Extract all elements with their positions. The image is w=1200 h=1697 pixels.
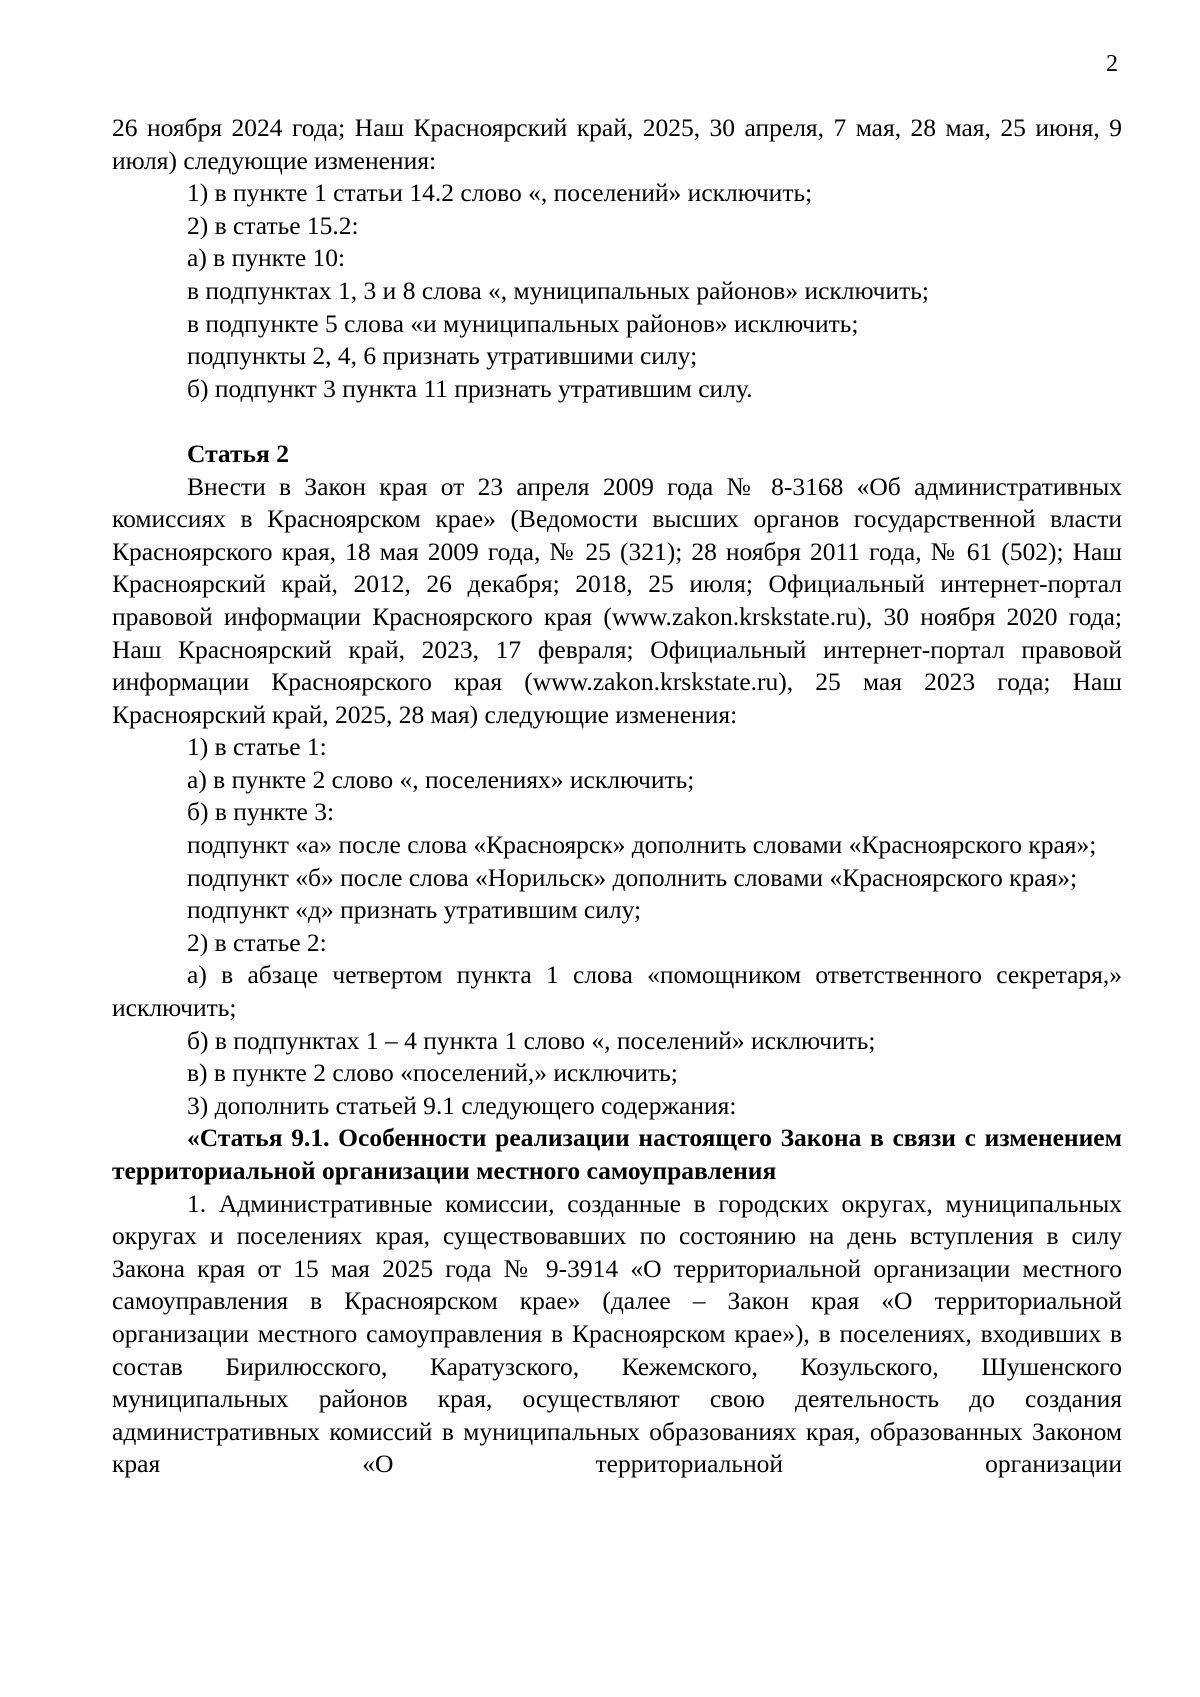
amendment-item: б) в подпунктах 1 – 4 пункта 1 слово «, поселений» исключить; <box>187 1025 876 1055</box>
amendment-item: 1) в статье 1: <box>187 732 327 762</box>
paragraph-item: а) в пункте 10: <box>187 243 346 273</box>
paragraph-item: 2) в статье 15.2: <box>187 210 359 240</box>
article-intro: Внести в Закон края от 23 апреля 2009 года № 8-3168 «Об административных комиссиях в Красноярском крае» (Ведомости высших органов государственной власти Красноярского края, 18 мая 2009 года, № 25 (321); 28 ноября 2011 года, № 61 (502); Наш Красноярский край, 2012, 26 декабря; 2018, 25 июля; Официальный интернет-портал правовой информации Красноярского края (www.zakon.krskstate.ru), 30 ноября 2020 года; Наш Красноярский край, 2023, 17 февраля; Официальный интернет-портал правовой информации Красноярского края (www.zakon.krskstate.ru), 25 мая 2023 года; Наш Красноярский край, 2025, 28 мая) следующие изменения: <box>112 471 1122 729</box>
article-heading: Статья 2 <box>187 438 289 468</box>
amendment-item: 2) в статье 2: <box>187 927 327 957</box>
amendment-item: а) в абзаце четвертом пункта 1 слова «помощником ответственного секретаря,» исключить; <box>112 960 1122 1023</box>
amendment-item: подпункт «б» после слова «Норильск» дополнить словами «Красноярского края»; <box>187 862 1078 892</box>
paragraph-item: подпункты 2, 4, 6 признать утратившими силу; <box>187 341 698 371</box>
page-number: 2 <box>1106 51 1118 77</box>
amendment-item: подпункт «д» признать утратившим силу; <box>187 895 642 925</box>
amendment-item: 3) дополнить статьей 9.1 следующего содержания: <box>187 1090 737 1120</box>
new-article-paragraph: 1. Административные комиссии, созданные в городских округах, муниципальных округах и поселениях края, существовавших по состоянию на день вступления в силу Закона края от 15 мая 2025 года № 9-3914 «О территориальной организации местного самоуправления в Красноярском крае» (далее – Закон края «О территориальной организации местного самоуправления в Красноярском крае»), в поселениях, входивших в состав Бирилюсского, Каратузского, Кежемского, Козульского, Шушенского муниципальных районов края, осуществляют свою деятельность до создания административных комиссий в муниципальных образованиях края, образованных Законом края «О территориальной организации <box>112 1188 1122 1479</box>
document-body <box>112 112 1122 1481</box>
amendment-item: подпункт «а» после слова «Красноярск» дополнить словами «Красноярского края»; <box>187 830 1097 860</box>
paragraph-item: в подпункте 5 слова «и муниципальных районов» исключить; <box>187 308 859 338</box>
spacer <box>112 405 1122 438</box>
amendment-item: в) в пункте 2 слово «поселений,» исключить; <box>187 1058 678 1088</box>
amendment-item: б) в пункте 3: <box>187 797 335 827</box>
new-article-heading: «Статья 9.1. Особенности реализации настоящего Закона в связи с изменением территориальной организации местного самоуправления <box>112 1123 1122 1185</box>
amendment-item: а) в пункте 2 слово «, поселениях» исключить; <box>187 764 695 794</box>
paragraph-item: б) подпункт 3 пункта 11 признать утратившим силу. <box>187 373 753 403</box>
paragraph-continuation: 26 ноября 2024 года; Наш Красноярский край, 2025, 30 апреля, 7 мая, 28 мая, 25 июня, 9 июля) следующие изменения: <box>112 113 1122 175</box>
paragraph-item: 1) в пункте 1 статьи 14.2 слово «, поселений» исключить; <box>187 178 813 208</box>
paragraph-item: в подпунктах 1, 3 и 8 слова «, муниципальных районов» исключить; <box>187 275 929 305</box>
